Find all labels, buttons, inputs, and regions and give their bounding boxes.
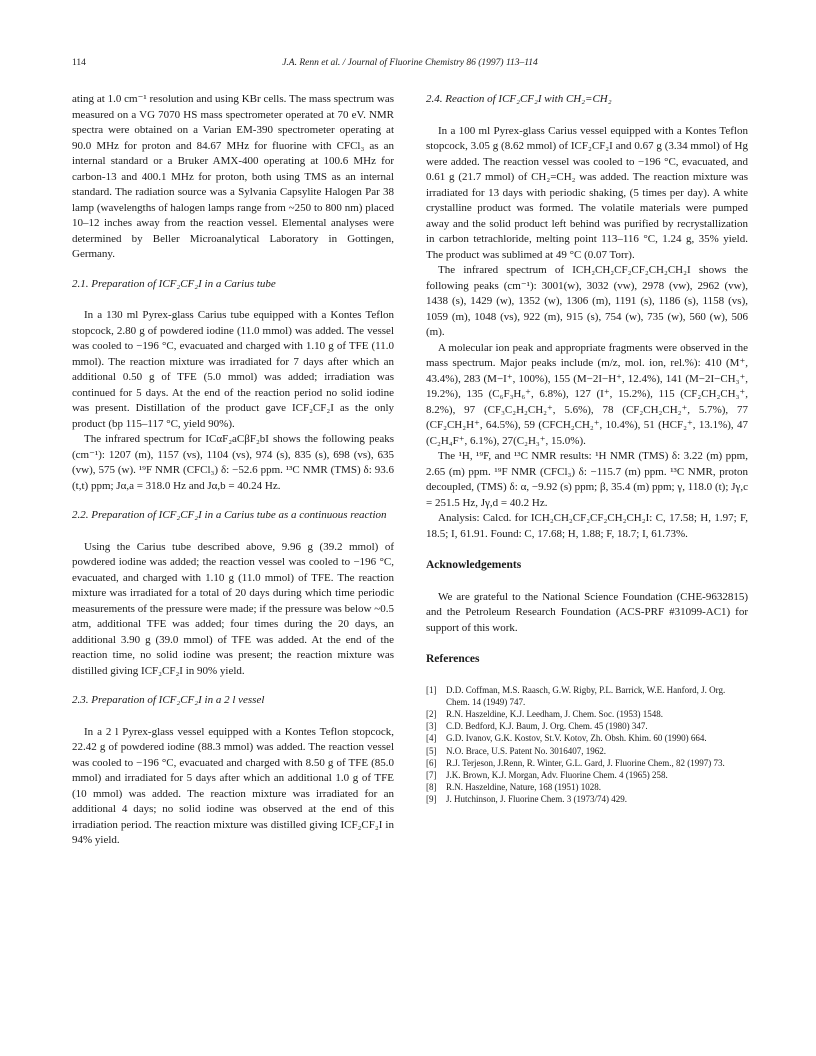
reference-item xyxy=(426,720,748,732)
reference-item xyxy=(426,732,748,744)
running-header xyxy=(72,58,748,72)
reference-label: [8] xyxy=(426,782,437,793)
section-2-1-paragraph-2: The infrared spectrum for ICαF₂aCβF₂bI shows the following peaks (cm⁻¹): 1207 (m), 1157 (vs), 1104 (vs), 974 (s), 835 (s), 698 (vs), 635 (vw), 575 (w). ¹⁹F NMR (CFCl₃) δ: −52.6 ppm. ¹³C NMR (TMS) δ: 93.6 (t,t) ppm; Jα,a = 318.0 Hz and Jα,b = 40.24 Hz. xyxy=(72,433,394,492)
section-2-3-paragraph-1: In a 2 l Pyrex-glass vessel equipped with a Kontes Teflon stopcock, 22.42 g of powdered iodine (88.3 mmol) was added. The reaction vessel was cooled to −196 °C, evacuated and charged with 8.50 g of TFE (85.0 mmol) and irradiated for 5 days after which an additional 1.0 g of TFE (10 mmol) was added. The reaction mixture was irradiated for an additional 4 days; no solid iodine was observed at the end of this irradiation period. The reaction mixture was distilled giving ICF₂CF₂I in 94% yield. xyxy=(72,725,394,846)
section-2-4-paragraph-5: Analysis: Calcd. for ICH₂CH₂CF₂CF₂CH₂CH₂I: C, 17.58; H, 1.97; F, 18.5; I, 61.91. Found: C, 17.68; H, 1.88; F, 18.7; I, 61.73%. xyxy=(426,512,748,540)
section-2-1-title: 2.1. Preparation of ICF₂CF₂I in a Carius tube xyxy=(72,277,276,290)
reference-text: J.K. Brown, K.J. Morgan, Adv. Fluorine Chem. 4 (1965) 258. xyxy=(446,769,668,780)
reference-text: R.N. Haszeldine, K.J. Leedham, J. Chem. Soc. (1953) 1548. xyxy=(446,708,663,719)
section-2-4-title: 2.4. Reaction of ICF₂CF₂I with CH₂=CH₂ xyxy=(426,93,612,105)
section-2-4-paragraph-4: The ¹H, ¹⁹F, and ¹³C NMR results: ¹H NMR (TMS) δ: 3.22 (m) ppm, 2.65 (m) ppm. ¹⁹F NMR (CFCl₃) δ: −115.7 (m) ppm. ¹³C NMR, proton decoupled, (TMS) δ: α, −9.92 (s) ppm; β, 35.4 (m) ppm; γ, 118.0 (t); Jγ,c = 251.5 Hz, Jγ,d = 40.2 Hz. xyxy=(426,450,748,509)
reference-item xyxy=(426,793,748,805)
journal-citation: J.A. Renn et al. / Journal of Fluorine Chemistry 86 (1997) 113–114 xyxy=(282,58,538,68)
reference-list xyxy=(426,684,748,806)
reference-text: R.J. Terjeson, J.Renn, R. Winter, G.L. Gard, J. Fluorine Chem., 82 (1997) 73. xyxy=(446,757,725,768)
reference-text: G.D. Ivanov, G.K. Kostov, St.V. Kotov, Zh. Obsh. Khim. 60 (1990) 664. xyxy=(446,733,707,744)
left-column xyxy=(72,92,394,849)
reference-text: J. Hutchinson, J. Fluorine Chem. 3 (1973/74) 429. xyxy=(446,794,627,805)
reference-text: N.O. Brace, U.S. Patent No. 3016407, 1962. xyxy=(446,745,606,756)
reference-text: C.D. Bedford, K.J. Baum, J. Org. Chem. 45 (1980) 347. xyxy=(446,721,648,732)
reference-item xyxy=(426,757,748,769)
section-2-2-title: 2.2. Preparation of ICF₂CF₂I in a Carius tube as a continuous reaction xyxy=(72,509,387,521)
reference-text: R.N. Haszeldine, Nature, 168 (1951) 1028. xyxy=(446,782,601,793)
reference-label: [2] xyxy=(426,708,437,719)
reference-label: [9] xyxy=(426,794,437,805)
references-heading: References xyxy=(426,653,480,665)
section-2-1-paragraph-1: In a 130 ml Pyrex-glass Carius tube equipped with a Kontes Teflon stopcock, 2.80 g of powdered iodine (11.0 mmol) was added. The vessel was cooled to −196 °C, evacuated and charged with 1.10 g of TFE (11.0 mmol). The reaction mixture was irradiated for 7 days after which an additional 0.50 g of TFE (5.0 mmol) was added; irradiation was continued for 5 days. At the end of the reaction period no solid iodine was present. Distillation of the product gave ICF₂CF₂I as the only product (bp 115–117 °C, yield 90%). xyxy=(72,309,394,430)
acknowledgements-heading: Acknowledgements xyxy=(426,559,522,571)
section-2-2-paragraph-1: Using the Carius tube described above, 9.96 g (39.2 mmol) of powdered iodine was added; the reaction vessel was cooled to −196 °C, evacuated, and charged with 1.10 g (11.0 mmol) of TFE. The reaction mixture was irradiated for a total of 20 days during which time periodic measurements of the pressure were made; if the pressure was below ~0.5 atm, additional TFE was added; four times during the 20 days, an additional 3.90 g (39.0 mmol) of TFE was added. At the end of the reaction time, no solid iodine was present; the reaction mixture was distilled giving ICF₂CF₂I in 90% yield. xyxy=(72,540,394,677)
acknowledgements-paragraph: We are grateful to the National Science Foundation (CHE-9632815) and the Petroleum Research Foundation (ACS-PRF #31099-AC1) for support of this work. xyxy=(426,590,748,634)
reference-item xyxy=(426,708,748,720)
reference-label: [7] xyxy=(426,769,437,780)
intro-paragraph: ating at 1.0 cm⁻¹ resolution and using KBr cells. The mass spectrum was measured on a VG 7070 HS mass spectrometer operated at 70 eV. NMR spectra were obtained on a Varian EM-390 spectrometer operating at 90.0 MHz for proton and 84.67 MHz for fluorine with CFCl₃ as an internal standard or a Bruker AMX-400 operating at 100.6 MHz for carbon-13 and 400.1 MHz for proton, both using TMS as an internal standard. The radiation source was a Sylvania Capsylite Halogen Par 38 lamp (wavelengths of halogen lamps range from ~250 to 800 nm) placed 10–12 inches away from the reaction vessel. Elemental analyses were determined by Beller Microanalytical Laboratory in Gottingen, Germany. xyxy=(72,93,394,260)
page-number: 114 xyxy=(72,58,86,68)
reference-label: [4] xyxy=(426,733,437,744)
right-column xyxy=(426,92,748,806)
reference-item xyxy=(426,769,748,781)
reference-label: [6] xyxy=(426,757,437,768)
reference-label: [5] xyxy=(426,745,437,756)
reference-label: [1] xyxy=(426,684,437,695)
section-2-4-paragraph-3: A molecular ion peak and appropriate fragments were observed in the mass spectrum. Major peaks include (m/z, mol. ion, rel.%): 410 (M⁺, 43.4%), 283 (M−I⁺, 100%), 155 (M−2I−H⁺, 12.4%), 141 (M−2I−CH₃⁺, 19.2%), 135 (C₆F₃H₆⁺, 6.8%), 127 (I⁺, 15.2%), 115 (CF₂CH₂CH₃⁺, 8.2%), 97 (CF₃C₂H₂CH₂⁺, 5.6%), 78 (CF₂CH₂CH₂⁺, 5.7%), 77 (CF₂CH₂H⁺, 64.5%), 59 (CFCH₂CH₂⁺, 10.4%), 51 (HCF₂⁺, 13.1%), 47 (C₂H₄F⁺, 6.1%), 27(C₂H₃⁺, 15.0%). xyxy=(426,341,748,447)
reference-text: D.D. Coffman, M.S. Raasch, G.W. Rigby, P.L. Barrick, W.E. Hanford, J. Org. Chem. 14 (1949) 747. xyxy=(446,684,726,707)
reference-item xyxy=(426,781,748,793)
reference-item xyxy=(426,684,748,708)
reference-label: [3] xyxy=(426,721,437,732)
section-2-4-paragraph-1: In a 100 ml Pyrex-glass Carius vessel equipped with a Kontes Teflon stopcock, 3.05 g (8.62 mmol) of ICF₂CF₂I and 0.67 g (3.34 mmol) of Hg were added. The reaction vessel was cooled to −196 °C, evacuated, and 0.61 g (21.7 mmol) of CH₂=CH₂ was added. The reaction mixture was irradiated for 13 days with periodic shaking, (5 times per day). A white crystalline product was formed. The volatile materials were pumped away and the solid product left behind was purified by recrystallization in carbon tetrachloride, melting point 113–116 °C, 1.24 g, 35% yield. The product was sublimed at 49 °C (0.07 Torr). xyxy=(426,124,748,261)
section-2-4-paragraph-2: The infrared spectrum of ICH₂CH₂CF₂CF₂CH₂CH₂I shows the following peaks (cm⁻¹): 3001(w), 3032 (vw), 2978 (vw), 2962 (vw), 1438 (s), 1429 (w), 1352 (w), 1306 (m), 1191 (s), 1186 (s), 1158 (vs), 1059 (m), 1048 (vs), 922 (m), 915 (s), 754 (w), 735 (w), 560 (w), 506 (m). xyxy=(426,264,748,338)
reference-item xyxy=(426,745,748,757)
section-2-3-title: 2.3. Preparation of ICF₂CF₂I in a 2 l vessel xyxy=(72,694,265,706)
